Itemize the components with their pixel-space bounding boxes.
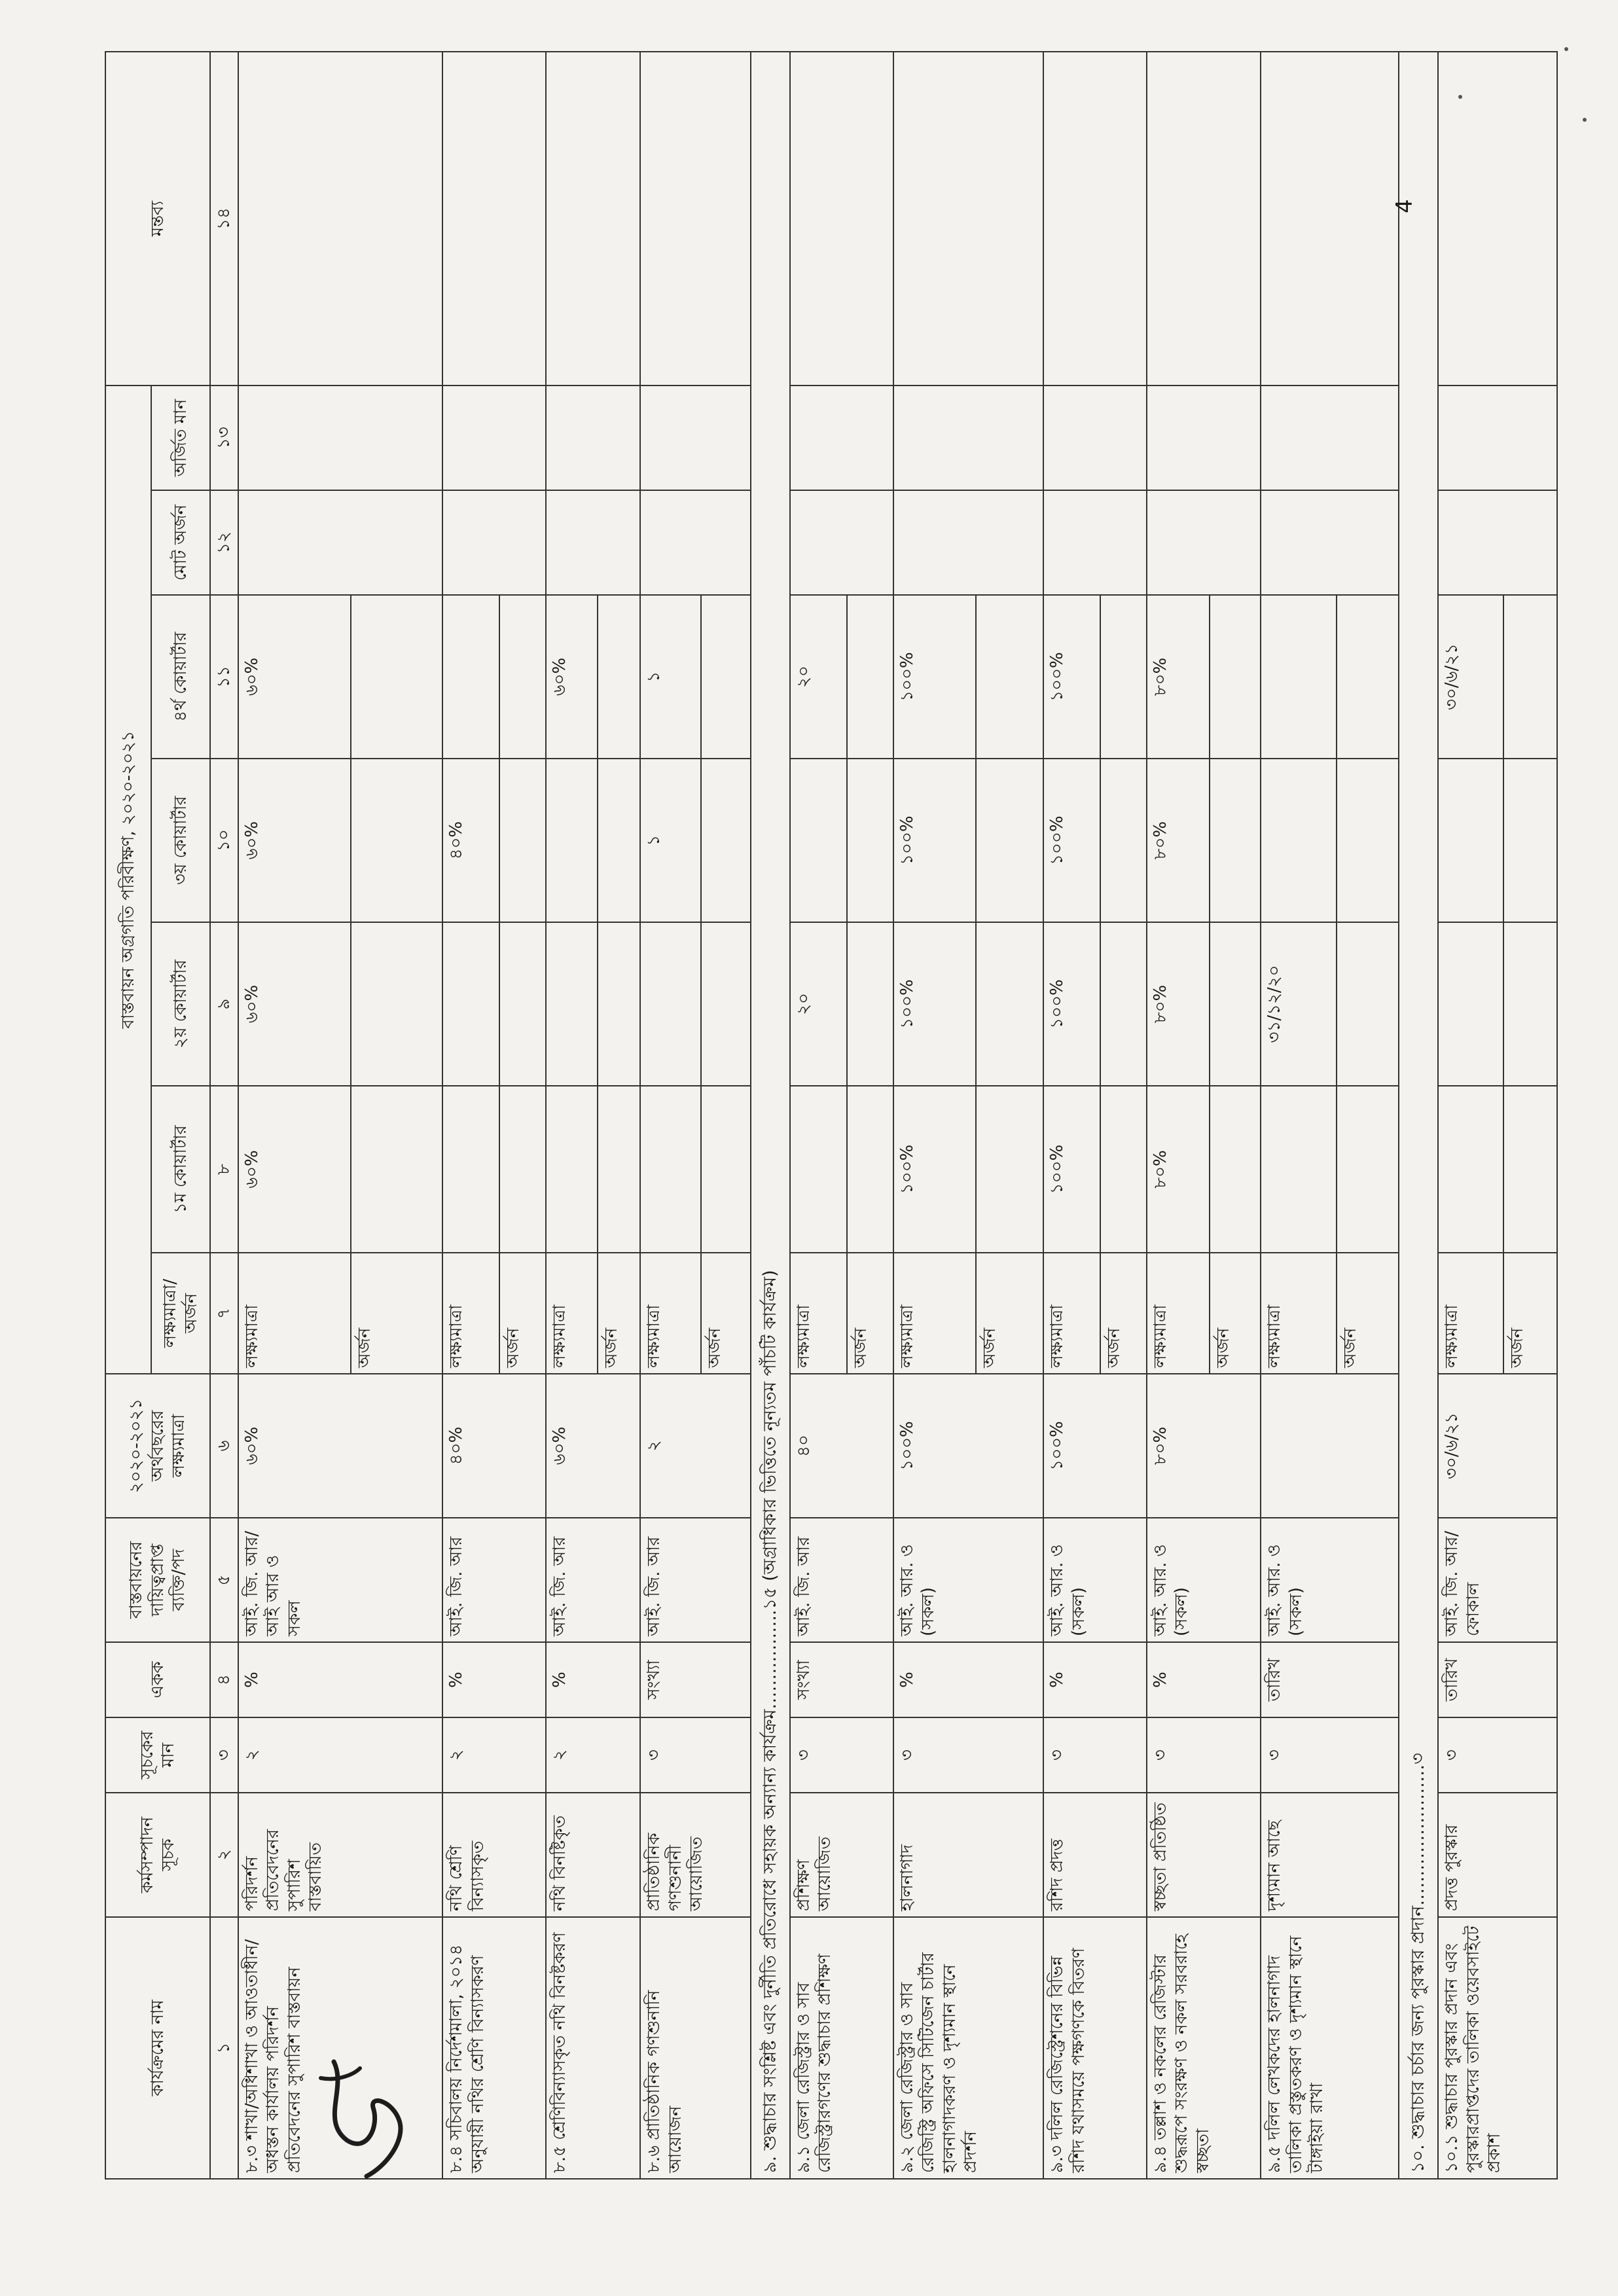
responsible-person: আই. জি. আর/ আই আর ও সকল (238, 1518, 443, 1642)
q1-achievement (1210, 1086, 1261, 1253)
total-achievement (238, 490, 443, 595)
col-number: ১১ (210, 595, 238, 759)
performance-indicator: নথি বিনষ্টিকৃত (546, 1793, 640, 1917)
header-target: ২০২০-২০২১ অর্থবছরের লক্ষ্যমাত্রা (105, 1374, 210, 1518)
annual-target: ১০০% (893, 1374, 1044, 1518)
q3-target: ১০০% (893, 759, 976, 922)
performance-indicator: হালনাগাদ (893, 1793, 1044, 1917)
q3-achievement (976, 759, 1043, 922)
col-number: ৩ (210, 1717, 238, 1793)
achievement-label: অর্জন (1337, 1253, 1399, 1374)
total-achievement (546, 490, 640, 595)
q2-achievement (351, 922, 443, 1086)
q2-target: ১০০% (893, 922, 976, 1086)
indicator-value: ৩ (1438, 1717, 1557, 1793)
section-10-header-title: ১০. শুদ্ধাচার চর্চার জন্য পুরস্কার প্রদান……………………৩ (1399, 52, 1438, 2179)
q3-achievement (847, 759, 893, 922)
performance-indicator: রশিদ প্রদত্ত (1043, 1793, 1147, 1917)
unit: % (546, 1642, 640, 1717)
indicator-value: ২ (546, 1717, 640, 1793)
q2-target: ৮০% (1147, 922, 1210, 1086)
target-label: লক্ষ্যমাত্রা (893, 1253, 976, 1374)
performance-indicator: প্রাতিষ্ঠানিক গণশুনানী আয়োজিত (640, 1793, 750, 1917)
col-number: ৯ (210, 922, 238, 1086)
col-number: ৬ (210, 1374, 238, 1518)
q3-achievement (1100, 759, 1147, 922)
q3-achievement (1503, 759, 1557, 922)
target-label: লক্ষ্যমাত্রা (442, 1253, 499, 1374)
achieved-value (1147, 386, 1261, 490)
total-achievement (1147, 490, 1261, 595)
col-number: ১৩ (210, 386, 238, 490)
activity-name: ৮.৬ প্রাতিষ্ঠানিক গণশুনানি আয়োজন (640, 1917, 750, 2179)
unit: % (442, 1642, 546, 1717)
header-indicator: কর্মসম্পাদন সূচক (105, 1793, 210, 1917)
unit: সংখ্যা (790, 1642, 893, 1717)
q1-achievement (598, 1086, 640, 1253)
table-row (640, 52, 701, 2179)
q4-target: ৬০% (238, 595, 351, 759)
achievement-label: অর্জন (1503, 1253, 1557, 1374)
q1-target: ৬০% (238, 1086, 351, 1253)
annual-target: ২ (640, 1374, 750, 1518)
table-row (1261, 52, 1337, 2179)
header-total: মোট অর্জন (151, 490, 210, 595)
unit: % (893, 1642, 1044, 1717)
q4-achievement (976, 595, 1043, 759)
remarks (1261, 52, 1399, 386)
target-label: লক্ষ্যমাত্রা (1147, 1253, 1210, 1374)
q2-achievement (1100, 922, 1147, 1086)
responsible-person: আই. জি. আর (790, 1518, 893, 1642)
integrity-action-plan-table (105, 51, 1558, 2179)
q3-achievement (1210, 759, 1261, 922)
remarks (1147, 52, 1261, 386)
q4-achievement (701, 595, 751, 759)
total-achievement (893, 490, 1044, 595)
indicator-value: ২ (442, 1717, 546, 1793)
achieved-value (893, 386, 1044, 490)
header-responsible: বাস্তবায়নের দায়িত্বপ্রাপ্ত ব্যক্তি/পদ (105, 1518, 210, 1642)
q4-target: ৮০% (1147, 595, 1210, 759)
col-number: ১ (210, 1917, 238, 2179)
achieved-value (546, 386, 640, 490)
q4-achievement (847, 595, 893, 759)
q3-target: ১০০% (1043, 759, 1100, 922)
q2-target (1438, 922, 1503, 1086)
q1-target: ১০০% (893, 1086, 976, 1253)
col-number: ২ (210, 1793, 238, 1917)
q2-target: ৬০% (238, 922, 351, 1086)
q2-achievement (701, 922, 751, 1086)
unit: তারিখ (1438, 1642, 1557, 1717)
header-q3: ৩য় কোয়ার্টার (151, 759, 210, 922)
performance-indicator: দৃশ্যমান আছে (1261, 1793, 1399, 1917)
achievement-label: অর্জন (1210, 1253, 1261, 1374)
q4-achievement (1503, 595, 1557, 759)
col-number: ১২ (210, 490, 238, 595)
q2-achievement (499, 922, 546, 1086)
q1-target (442, 1086, 499, 1253)
total-achievement (640, 490, 750, 595)
header-unit: একক (105, 1642, 210, 1717)
header-achieved-value: অর্জিত মান (151, 386, 210, 490)
q4-achievement (1337, 595, 1399, 759)
q1-achievement (847, 1086, 893, 1253)
performance-indicator: পরিদর্শন প্রতিবেদনের সুপারিশ বাস্তবায়িত (238, 1793, 443, 1917)
indicator-value: ৩ (1261, 1717, 1399, 1793)
q1-target (1261, 1086, 1337, 1253)
responsible-person: আই. জি. আর (546, 1518, 640, 1642)
page-number: 4 (1391, 199, 1418, 213)
q2-target (546, 922, 598, 1086)
responsible-person: আই. আর. ও (সকল) (893, 1518, 1044, 1642)
header-activity: কার্যক্রমের নাম (105, 1917, 210, 2179)
activity-name: ৯.২ জেলা রেজিস্ট্রার ও সাব রেজিস্ট্রি অফিসে সিটিজেন চার্টার হালনাগাদকরণ ও দৃশ্যমান স্থানে প্রদর্শন (893, 1917, 1044, 2179)
table-row (893, 52, 976, 2179)
achieved-value (1261, 386, 1399, 490)
col-number: ৪ (210, 1642, 238, 1717)
indicator-value: ৩ (893, 1717, 1044, 1793)
q4-achievement (499, 595, 546, 759)
total-achievement (790, 490, 893, 595)
unit: % (238, 1642, 443, 1717)
performance-indicator: স্বচ্ছতা প্রতিষ্ঠিত (1147, 1793, 1261, 1917)
total-achievement (1438, 490, 1557, 595)
q4-target: ১০০% (1043, 595, 1100, 759)
achievement-label: অর্জন (499, 1253, 546, 1374)
activity-name: ৯.১ জেলা রেজিস্ট্রার ও সাব রেজিস্ট্রারগণের শুদ্ধাচার প্রশিক্ষণ (790, 1917, 893, 2179)
activity-name: ৯.৩ দলিল রেজিস্ট্রেশনের বিভিন্ন রশিদ যথাসময়ে পক্ষগণকে বিতরণ (1043, 1917, 1147, 2179)
section-9-header (751, 52, 790, 2179)
q3-target: ৬০% (238, 759, 351, 922)
unit: সংখ্যা (640, 1642, 750, 1717)
indicator-value: ২ (238, 1717, 443, 1793)
q2-target (442, 922, 499, 1086)
q4-achievement (351, 595, 443, 759)
q2-achievement (1337, 922, 1399, 1086)
table-row (1043, 52, 1100, 2179)
table-body (238, 52, 1558, 2179)
section-9-header-title: ৯. শুদ্ধাচার সংশ্লিষ্ট এবং দুর্নীতি প্রতিরোধে সহায়ক অন্যান্য কার্যক্রম……………..১৫ (অগ্রাধিকার ভিত্তিতে নূন্যতম পাঁচটি কার্যক্রম) (751, 52, 790, 2179)
q2-achievement (847, 922, 893, 1086)
q3-achievement (598, 759, 640, 922)
q1-target (546, 1086, 598, 1253)
activity-name: ১০.১ শুদ্ধাচার পুরস্কার প্রদান এবং পুরস্কারপ্রাপ্তদের তালিকা ওয়েবসাইটে প্রকাশ (1438, 1917, 1557, 2179)
q4-target: ৩০/৬/২১ (1438, 595, 1503, 759)
q2-achievement (976, 922, 1043, 1086)
table-row (1438, 52, 1503, 2179)
header-q2: ২য় কোয়ার্টার (151, 922, 210, 1086)
col-number: ১৪ (210, 52, 238, 386)
table-row (442, 52, 499, 2179)
q3-achievement (1337, 759, 1399, 922)
annual-target: ৪০% (442, 1374, 546, 1518)
q4-target (1261, 595, 1337, 759)
q3-achievement (351, 759, 443, 922)
activity-name: ৯.৫ দলিল লেখকদের হালনাগাদ তালিকা প্রস্তুতকরণ ও দৃশ্যমান স্থানে টাঙ্গাইয়া রাখা (1261, 1917, 1399, 2179)
remarks (640, 52, 750, 386)
unit: % (1147, 1642, 1261, 1717)
activity-name: ৮.৩ শাখা/অধিশাখা ও আওতাধীন/অধস্তন কার্যালয় পরিদর্শন প্রতিবেদনের সুপারিশ বাস্তবায়ন (238, 1917, 443, 2179)
achievement-label: অর্জন (701, 1253, 751, 1374)
total-achievement (1043, 490, 1147, 595)
q4-target: ২০ (790, 595, 847, 759)
q2-target: ২০ (790, 922, 847, 1086)
q1-target: ১০০% (1043, 1086, 1100, 1253)
achieved-value (442, 386, 546, 490)
target-label: লক্ষ্যমাত্রা (1261, 1253, 1337, 1374)
rotated-table-frame (105, 52, 1558, 2179)
activity-name: ৯.৪ তল্লাশ ও নকলের রেজিস্টার শুদ্ধরূপে সংরক্ষণ ও নকল সরবরাহে স্বচ্ছতা (1147, 1917, 1261, 2179)
q2-achievement (1503, 922, 1557, 1086)
q1-achievement (1503, 1086, 1557, 1253)
q4-target: ১০০% (893, 595, 976, 759)
q1-target (1438, 1086, 1503, 1253)
indicator-value: ৩ (1043, 1717, 1147, 1793)
target-label: লক্ষ্যমাত্রা (790, 1253, 847, 1374)
achievement-label: অর্জন (847, 1253, 893, 1374)
indicator-value: ৩ (790, 1717, 893, 1793)
header-indicator-value: সূচকের মান (105, 1717, 210, 1793)
q3-target (790, 759, 847, 922)
q3-target (1261, 759, 1337, 922)
achievement-label: অর্জন (976, 1253, 1043, 1374)
responsible-person: আই. জি. আর (442, 1518, 546, 1642)
q3-target: ৮০% (1147, 759, 1210, 922)
annual-target: ৬০% (238, 1374, 443, 1518)
target-label: লক্ষ্যমাত্রা (1438, 1253, 1503, 1374)
remarks (790, 52, 893, 386)
unit: তারিখ (1261, 1642, 1399, 1717)
indicator-value: ৩ (1147, 1717, 1261, 1793)
activity-name: ৮.৫ শ্রেণিবিন্যাসকৃত নথি বিনষ্টকরণ (546, 1917, 640, 2179)
q1-achievement (499, 1086, 546, 1253)
target-label: লক্ষ্যমাত্রা (1043, 1253, 1100, 1374)
remarks (546, 52, 640, 386)
scan-speck (1583, 118, 1587, 122)
column-number-row (210, 52, 238, 2179)
header-target-achievement: লক্ষ্যমাত্রা/ অর্জন (151, 1253, 210, 1374)
indicator-value: ৩ (640, 1717, 750, 1793)
q4-target: ৬০% (546, 595, 598, 759)
achieved-value (238, 386, 443, 490)
remarks (238, 52, 443, 386)
unit: % (1043, 1642, 1147, 1717)
col-number: ৫ (210, 1518, 238, 1642)
achievement-label: অর্জন (1100, 1253, 1147, 1374)
q1-target (640, 1086, 701, 1253)
annual-target: ৬০% (546, 1374, 640, 1518)
achieved-value (790, 386, 893, 490)
q3-target: ৪০% (442, 759, 499, 922)
q4-achievement (598, 595, 640, 759)
target-label: লক্ষ্যমাত্রা (238, 1253, 351, 1374)
remarks (1043, 52, 1147, 386)
q4-target (442, 595, 499, 759)
annual-target: ৮০% (1147, 1374, 1261, 1518)
table-row (546, 52, 598, 2179)
target-label: লক্ষ্যমাত্রা (546, 1253, 598, 1374)
q2-target (640, 922, 701, 1086)
performance-indicator: নথি শ্রেণি বিন্যাসকৃত (442, 1793, 546, 1917)
responsible-person: আই. আর. ও (সকল) (1043, 1518, 1147, 1642)
q2-achievement (598, 922, 640, 1086)
annual-target: ১০০% (1043, 1374, 1147, 1518)
target-label: লক্ষ্যমাত্রা (640, 1253, 701, 1374)
total-achievement (1261, 490, 1399, 595)
table-row (790, 52, 847, 2179)
q1-target: ৮০% (1147, 1086, 1210, 1253)
performance-indicator: প্রদত্ত পুরস্কার (1438, 1793, 1557, 1917)
header-q1: ১ম কোয়ার্টার (151, 1086, 210, 1253)
responsible-person: আই. জি. আর/ ফোকাল (1438, 1518, 1557, 1642)
q3-target (546, 759, 598, 922)
col-number: ১০ (210, 759, 238, 922)
col-number: ৭ (210, 1253, 238, 1374)
q1-achievement (976, 1086, 1043, 1253)
achieved-value (1438, 386, 1557, 490)
q1-achievement (701, 1086, 751, 1253)
q3-target (1438, 759, 1503, 922)
q2-achievement (1210, 922, 1261, 1086)
section-10-header (1399, 52, 1438, 2179)
header-q4: ৪র্থ কোয়ার্টার (151, 595, 210, 759)
annual-target: ৪০ (790, 1374, 893, 1518)
handwritten-signature (308, 2049, 432, 2186)
achievement-label: অর্জন (598, 1253, 640, 1374)
responsible-person: আই. জি. আর (640, 1518, 750, 1642)
header-remarks: মন্তব্য (105, 52, 210, 386)
achieved-value (1043, 386, 1147, 490)
q3-target: ১ (640, 759, 701, 922)
total-achievement (442, 490, 546, 595)
table-row (1147, 52, 1210, 2179)
annual-target (1261, 1374, 1399, 1518)
col-number: ৮ (210, 1086, 238, 1253)
table-row (238, 52, 351, 2179)
achievement-label: অর্জন (351, 1253, 443, 1374)
q1-target (790, 1086, 847, 1253)
q1-achievement (351, 1086, 443, 1253)
table-header (105, 52, 238, 2179)
q4-achievement (1100, 595, 1147, 759)
header-progress: বাস্তবায়ন অগ্রগতি পরিবীক্ষণ, ২০২০-২০২১ (105, 386, 151, 1374)
remarks (893, 52, 1044, 386)
q2-target: ৩১/১২/২০ (1261, 922, 1337, 1086)
q4-achievement (1210, 595, 1261, 759)
annual-target: ৩০/৬/২১ (1438, 1374, 1557, 1518)
responsible-person: আই. আর. ও (সকল) (1147, 1518, 1261, 1642)
q4-target: ১ (640, 595, 701, 759)
remarks (442, 52, 546, 386)
achieved-value (640, 386, 750, 490)
performance-indicator: প্রশিক্ষণ আয়োজিত (790, 1793, 893, 1917)
remarks (1438, 52, 1557, 386)
activity-name: ৮.৪ সচিবালয় নির্দেশমালা, ২০১৪ অনুযায়ী নথির শ্রেণি বিন্যাসকরণ (442, 1917, 546, 2179)
q3-achievement (701, 759, 751, 922)
q1-achievement (1100, 1086, 1147, 1253)
scan-speck (1458, 95, 1462, 99)
q1-achievement (1337, 1086, 1399, 1253)
responsible-person: আই. আর. ও (সকল) (1261, 1518, 1399, 1642)
q2-target: ১০০% (1043, 922, 1100, 1086)
q3-achievement (499, 759, 546, 922)
scan-speck (1564, 47, 1568, 51)
